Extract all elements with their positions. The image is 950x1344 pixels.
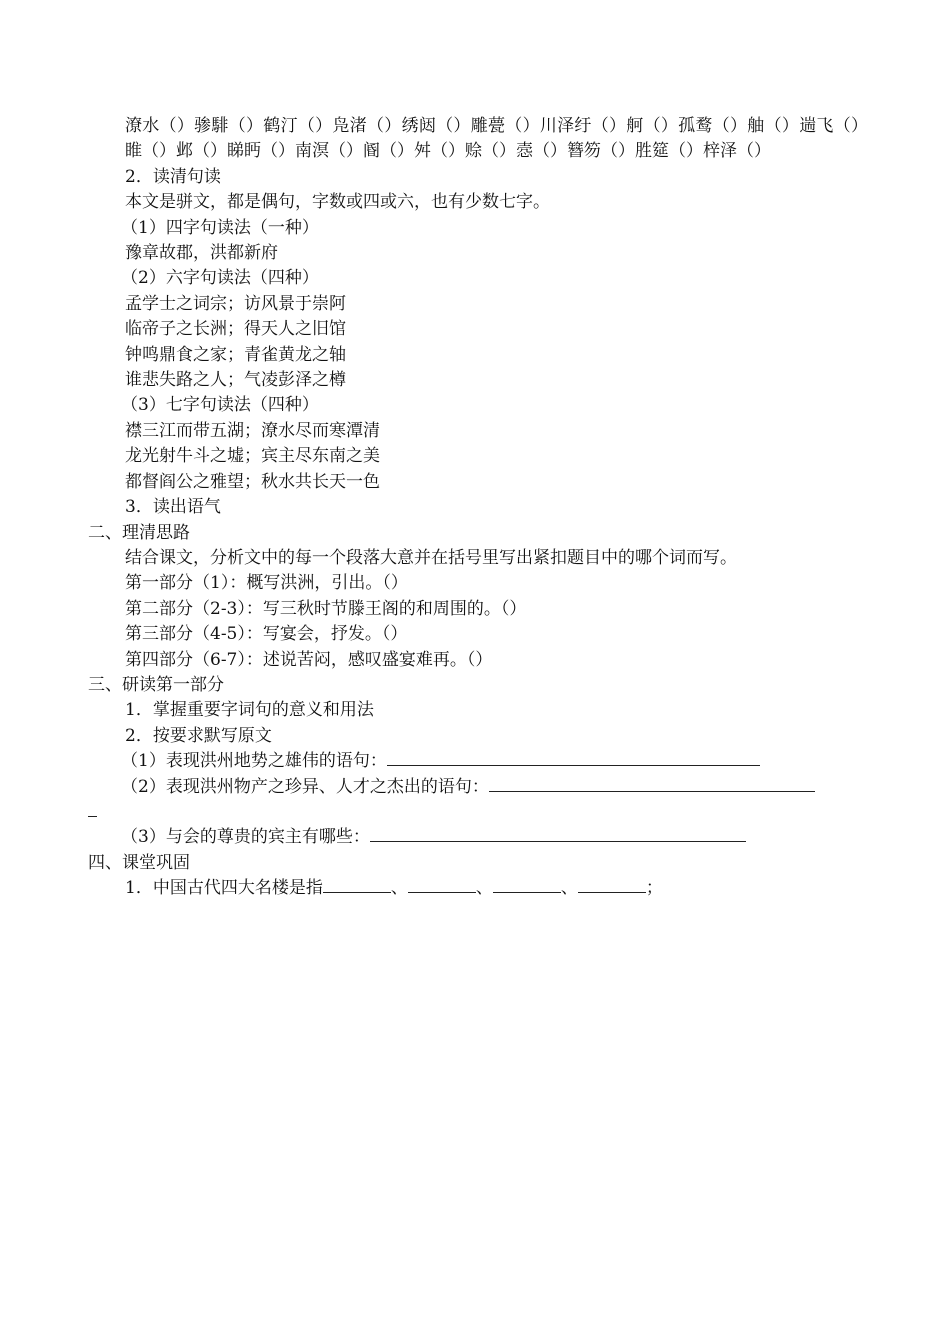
worksheet-content [88,114,868,902]
item-3-title: 3．读出语气 [125,497,221,518]
answer-blank[interactable] [489,790,815,792]
recite-question-1 [88,749,868,774]
seven-char-line: 都督阎公之雅望；秋水共长天一色 [125,471,380,492]
part-line: 第一部分（1）：概写洪洲，引出。（） [125,573,408,594]
recite-question-3-label: （3）与会的尊贵的宾主有哪些： [121,827,370,848]
section-2-heading: 二、理清思路 [88,522,190,543]
recite-question-1-label: （1）表现洪州地势之雄伟的语句： [121,751,387,772]
seven-char-line: 襟三江而带五湖；潦水尽而寒潭清 [125,420,380,441]
recite-question-3 [88,825,868,850]
four-char-line: 豫章故郡，洪都新府 [125,243,278,264]
parallel-prose-intro: 本文是骈文，都是偶句，字数或四或六，也有少数七字。 [125,192,550,213]
item-2-title: 2．读清句读 [125,166,221,187]
section-3-item-1: 1．掌握重要字词句的意义和用法 [125,700,374,721]
six-char-line: 临帝子之长洲；得天人之旧馆 [125,319,346,340]
section-3-item-2: 2．按要求默写原文 [125,725,272,746]
sentence-end: ； [645,878,663,899]
six-char-line: 孟学士之词宗；访风景于崇阿 [125,293,346,314]
part-line: 第四部分（6-7）：述说苦闷，感叹盛宴难再。（） [125,649,493,670]
consolidation-question-1 [88,876,868,901]
part-line: 第三部分（4-5）：写宴会，抒发。（） [125,624,408,645]
answer-blank[interactable] [408,891,476,893]
six-char-title: （2）六字句读法（四种） [121,268,319,289]
seven-char-title: （3）七字句读法（四种） [121,395,319,416]
recite-question-2 [88,775,868,800]
separator: 、 [390,878,408,899]
four-char-title: （1）四字句读法（一种） [121,217,319,238]
seven-char-line: 龙光射牛斗之墟；宾主尽东南之美 [125,446,380,467]
six-char-line: 钟鸣鼎食之家；青雀黄龙之轴 [125,344,346,365]
answer-blank[interactable] [323,891,391,893]
section-2-intro: 结合课文，分析文中的每一个段落大意并在括号里写出紧扣题目中的哪个词而写。 [125,547,737,568]
answer-blank[interactable] [370,840,746,842]
section-4-heading: 四、课堂巩固 [88,852,190,873]
six-char-line: 谁悲失路之人；气凌彭泽之樽 [125,370,346,391]
separator: 、 [560,878,578,899]
answer-blank[interactable] [578,891,646,893]
consolidation-question-1-label: 1．中国古代四大名楼是指 [125,878,323,899]
answer-blank[interactable] [493,891,561,893]
answer-blank-continuation[interactable] [88,800,868,825]
pronunciation-exercise: 潦水（）骖騑（）鹤汀（）凫渚（）绣闼（）雕甍（）川泽纡（）舸（）孤鹜（）舳（）遄飞（）睢（）邺（）睇眄（）南溟（）阍（）舛（）赊（）悫（）簪笏（）胜筵（）梓泽（） [125,116,868,162]
separator: 、 [475,878,493,899]
section-3-heading: 三、研读第一部分 [88,674,224,695]
answer-blank[interactable] [387,764,760,766]
part-line: 第二部分（2-3）：写三秋时节滕王阁的和周围的。（） [125,598,527,619]
recite-question-2-label: （2）表现洪州物产之珍异、人才之杰出的语句： [121,776,489,797]
